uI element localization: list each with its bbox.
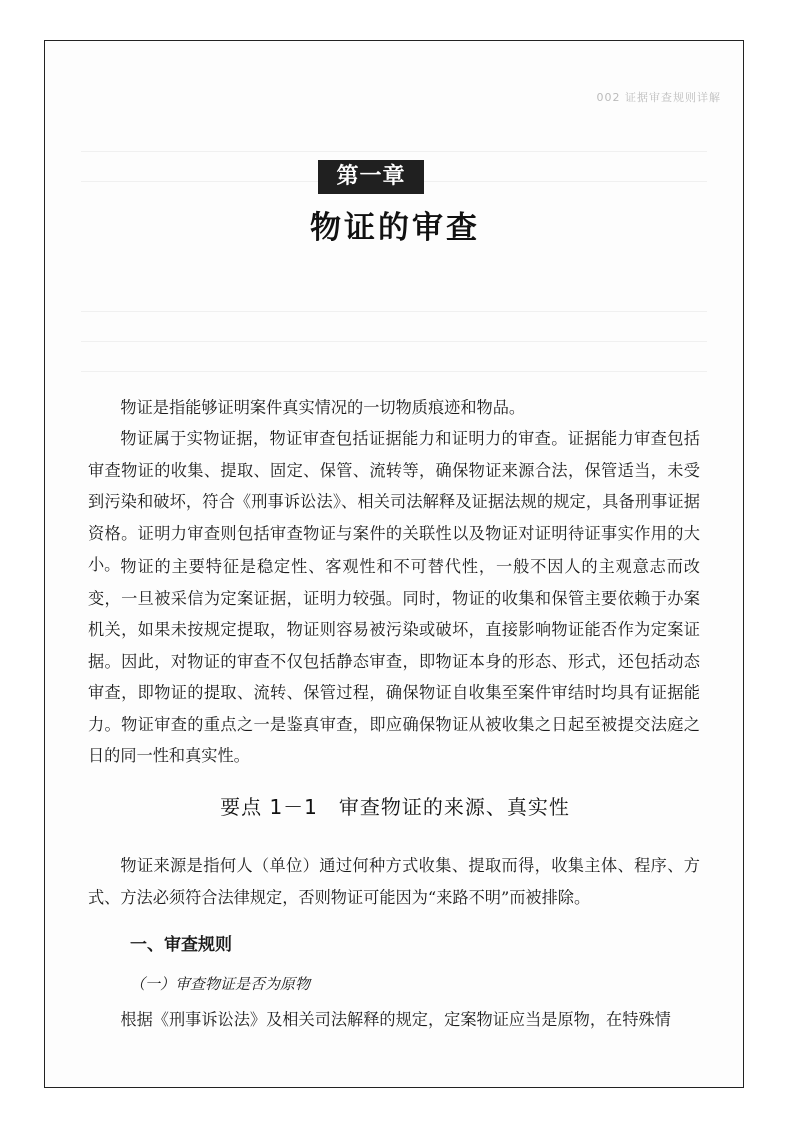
section-heading: 要点 1－1 审查物证的来源、真实性 — [220, 795, 570, 819]
paragraph-text: 物证的主要特征是稳定性、客观性和不可替代性，一般不因人的主观意志而改变，一旦被采信为定案证据，证明力较强。同时，物证的收集和保管主要依赖于办案机关，如果未按规定提取，物证则容易被污染或破坏，直接影响物证能否作为定案证据。因此，对物证的审查不仅包括静态审查，即物证本身的形态、形式，还包括动态审查，即物证的提取、流转、保管过程，确保物证自收集至案件审结时均具有证据能力。物证审查的重点之一是鉴真审查，即应确保物证从被收集之日起至被提交法庭之日的同一性和真实性。 — [88, 557, 700, 765]
bleed-line — [81, 151, 707, 152]
running-head: 002 证据审查规则详解 — [596, 91, 721, 104]
bleed-line — [81, 341, 707, 342]
section-intro — [88, 850, 700, 913]
paragraph-last — [88, 1004, 700, 1036]
paragraph-text: 根据《刑事诉讼法》及相关司法解释的规定，定案物证应当是原物，在特殊情 — [120, 1010, 671, 1029]
bleed-line — [81, 371, 707, 372]
paragraph-text: 物证来源是指何人（单位）通过何种方式收集、提取而得，收集主体、程序、方式、方法必须符合法律规定，否则物证可能因为“来路不明”而被排除。 — [88, 856, 700, 907]
paragraph-text: 物证属于实物证据，物证审查包括证据能力和证明力的审查。证据能力审查包括审查物证的收集、提取、固定、保管、流转等，确保物证来源合法，保管适当，未受到污染和破坏，符合《刑事诉讼法》、相关司法解释及证据法规的规定，具备刑事证据资格。证明力审查则包括审查物证与案件的关联性以及物证对证明待证事实作用的大小。 — [88, 429, 700, 574]
bleed-line — [81, 311, 707, 312]
paragraph-3 — [88, 551, 700, 772]
chapter-label: 第一章 — [318, 160, 424, 194]
rule-heading: 一、审查规则 — [130, 935, 232, 955]
paragraph-1 — [88, 392, 700, 424]
chapter-title: 物证的审查 — [310, 210, 480, 246]
paragraph-text: 物证是指能够证明案件真实情况的一切物质痕迹和物品。 — [120, 398, 526, 417]
sub-heading: （一）审查物证是否为原物 — [130, 975, 311, 993]
